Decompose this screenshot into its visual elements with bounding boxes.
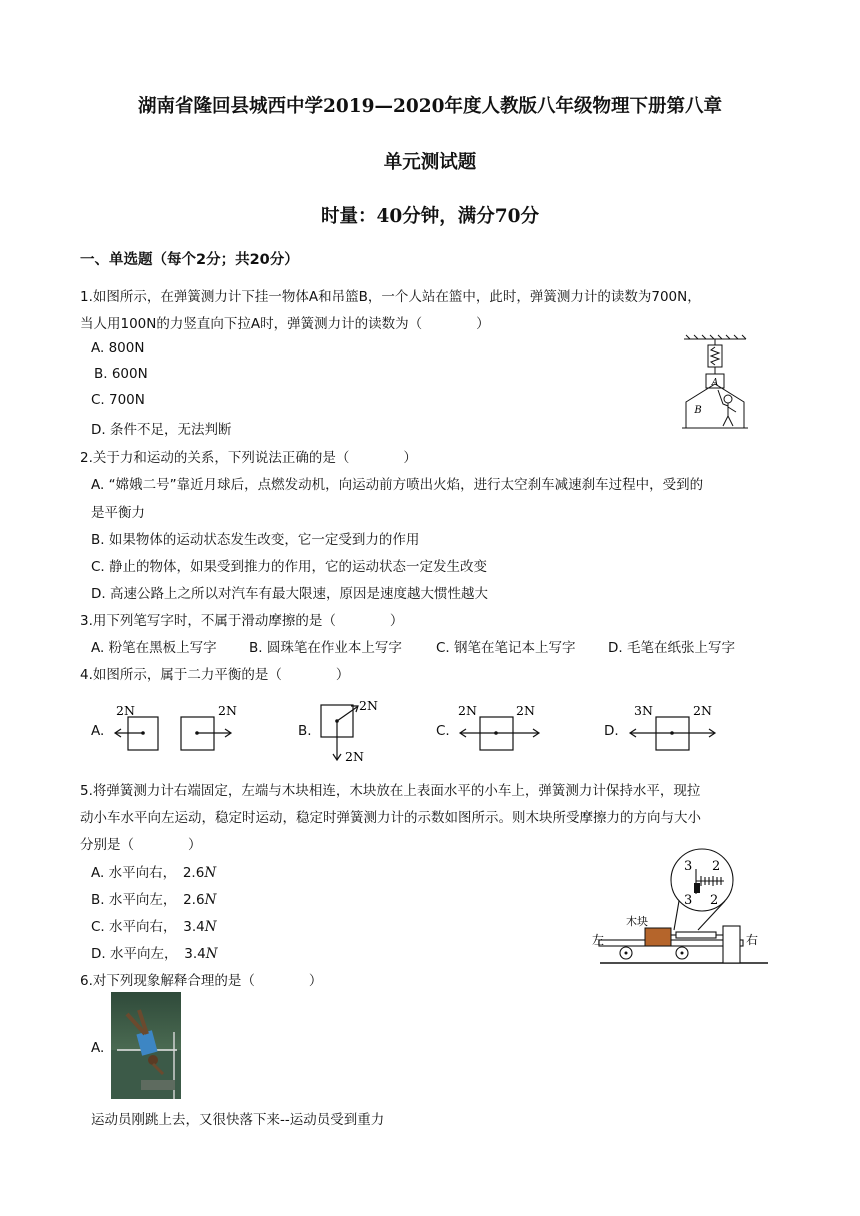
section-heading: 一、单选题（每个2分；共20分） xyxy=(80,252,299,268)
q1-stem-line1: 1.如图所示，在弹簧测力计下挂一物体A和吊篮B，一个人站在篮中，此时，弹簧测力计的读数为700N， xyxy=(80,289,701,305)
q2-option-c: C. 静止的物体，如果受到推力的作用，它的运动状态一定发生改变 xyxy=(91,559,488,575)
q5-gauge-top-right: 2 xyxy=(712,859,721,874)
q4-option-c-label: C. xyxy=(436,723,450,739)
q5-stem-line3: 分别是（ ） xyxy=(80,837,202,853)
q4-d-right-force: 2N xyxy=(693,703,712,718)
q4-b-up-force: 2N xyxy=(359,698,378,713)
q4-d-left-force: 3N xyxy=(634,703,653,718)
q5-option-b: B. 水平向左， 2.6N xyxy=(91,892,217,908)
q5-gauge-bottom-left: 3 xyxy=(684,893,693,908)
q4-b-down-force: 2N xyxy=(345,749,364,764)
q3-stem: 3.用下列笔写字时，不属于滑动摩擦的是（ ） xyxy=(80,613,404,629)
q3-option-a: A. 粉笔在黑板上写字 xyxy=(91,640,217,656)
q5-figure-right-label: 右 xyxy=(746,933,759,947)
q5-gauge-top-left: 3 xyxy=(684,859,693,874)
q1-option-c: C. 700N xyxy=(91,392,145,408)
q6-option-a-label: A. xyxy=(91,1040,105,1056)
q1-stem-line2: 当人用100N的力竖直向下拉A时，弹簧测力计的读数为（ ） xyxy=(80,316,490,332)
q1-option-b: B. 600N xyxy=(94,366,148,382)
q6-option-a-caption: 运动员刚跳上去，又很快落下来--运动员受到重力 xyxy=(91,1112,385,1128)
q2-stem: 2.关于力和运动的关系，下列说法正确的是（ ） xyxy=(80,450,417,466)
q4-option-d-label: D. xyxy=(604,723,619,739)
q5-gauge-bottom-right: 2 xyxy=(710,893,719,908)
q4-option-b-label: B. xyxy=(298,723,312,739)
q1-option-d: D. 条件不足，无法判断 xyxy=(91,422,232,438)
q4-figure-c xyxy=(452,700,552,758)
q2-option-d: D. 高速公路上之所以对汽车有最大限速，原因是速度越大惯性越大 xyxy=(91,586,488,602)
q4-figure-b xyxy=(313,697,393,769)
q6-athlete-photo xyxy=(111,992,181,1099)
q5-option-c: C. 水平向右， 3.4N xyxy=(91,919,217,935)
page-title-line2: 单元测试题 xyxy=(383,152,477,173)
q2-option-b: B. 如果物体的运动状态发生改变，它一定受到力的作用 xyxy=(91,532,420,548)
q1-figure-label-b: B xyxy=(694,405,702,416)
q5-option-a: A. 水平向右， 2.6N xyxy=(91,865,217,881)
q4-a-right-force: 2N xyxy=(218,703,237,718)
q1-figure-label-a: A xyxy=(711,378,719,388)
q5-stem-line2: 动小车水平向左运动，稳定时运动，稳定时弹簧测力计的示数如图所示。则木块所受摩擦力的方向与大小 xyxy=(80,810,701,826)
q4-c-right-force: 2N xyxy=(516,703,535,718)
q4-a-left-force: 2N xyxy=(116,703,135,718)
q1-option-a: A. 800N xyxy=(91,340,145,356)
q6-stem: 6.对下列现象解释合理的是（ ） xyxy=(80,973,323,989)
q1-figure-spring-basket xyxy=(680,334,760,436)
q4-figure-a xyxy=(108,700,243,758)
q4-c-left-force: 2N xyxy=(458,703,477,718)
q5-figure-left-label: 左 xyxy=(592,933,605,947)
q2-option-a-line2: 是平衡力 xyxy=(91,505,145,521)
q2-option-a-line1: A. “嫦娥二号”靠近月球后，点燃发动机，向运动前方喷出火焰，进行太空刹车减速刹车过程中，受到的 xyxy=(91,477,704,493)
q3-option-d: D. 毛笔在纸张上写字 xyxy=(608,640,735,656)
q4-stem: 4.如图所示，属于二力平衡的是（ ） xyxy=(80,667,350,683)
q5-figure-block-label: 木块 xyxy=(626,915,648,928)
q3-option-c: C. 钢笔在笔记本上写字 xyxy=(436,640,576,656)
q5-figure-cart-spring xyxy=(586,846,776,972)
page-title-line1: 湖南省隆回县城西中学2019—2020年度人教版八年级物理下册第八章 xyxy=(138,96,722,117)
q3-option-b: B. 圆珠笔在作业本上写字 xyxy=(249,640,402,656)
q5-stem-line1: 5.将弹簧测力计右端固定，左端与木块相连，木块放在上表面水平的小车上，弹簧测力计保持水平，现拉 xyxy=(80,783,701,799)
q4-figure-d xyxy=(624,700,724,758)
q4-option-a-label: A. xyxy=(91,723,105,739)
q5-option-d: D. 水平向左， 3.4N xyxy=(91,946,218,962)
page-subtitle: 时量：40分钟，满分70分 xyxy=(321,206,539,227)
